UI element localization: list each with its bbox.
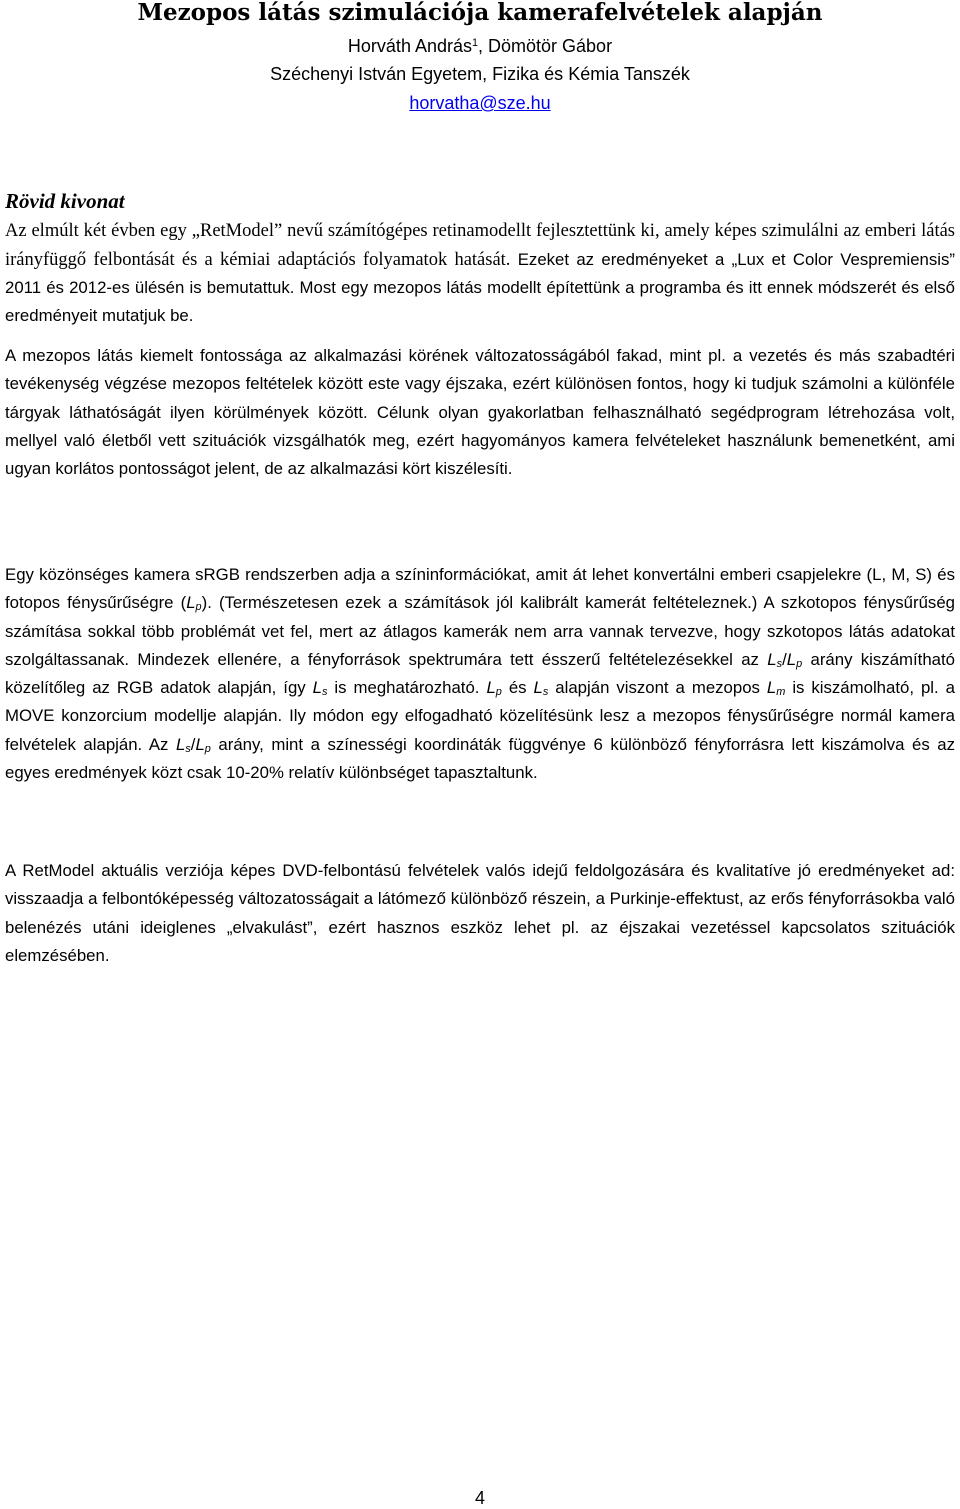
p3-text-7: is kiszámolható, pl. a MOVE konzorcium modellje alapján. Ily módon egy elfogadható közelítésünk lesz a mezopos fénysűrűségre normál kamera felvételek alapján. Az	[5, 678, 955, 754]
email-link[interactable]: horvatha@sze.hu	[409, 93, 551, 113]
abstract-paragraph-3	[5, 561, 955, 787]
p3-text-6: alapján viszont a mezopos	[548, 678, 767, 698]
abstract-paragraph-1	[5, 217, 955, 331]
author-line	[0, 35, 960, 57]
var-Lp-2: $L_p$	[786, 649, 803, 671]
p3-text-1: Egy közönséges kamera sRGB rendszerben adja a színinformációkat, amit át lehet konvertálni emberi csapjelekre (L, M, S) és fotopos fénysűrűségre (	[5, 565, 955, 613]
p3-text-8: arány, mint a színességi koordináták függvénye 6 különböző fényforrásra lett kiszámolva és az egyes eredmények közt csak 10-20% relatív különbséget tapasztaltunk.	[5, 734, 956, 783]
var-Lm: $L_m$	[766, 678, 786, 699]
var-Lp-3: $L_p$	[486, 678, 502, 699]
var-Ls-3: $L_s$	[533, 678, 549, 699]
p3-text-4: is meghatározható.	[327, 678, 487, 698]
abstract-heading: Rövid kivonat	[5, 189, 125, 213]
paragraph-1-serif-part: Az elmúlt két évben egy „RetModel” nevű számítógépes retinamodellt fejlesztettünk ki, amely képes szimulálni az emberi látás irányfüggő felbontását és a kémiai adaptációs folyamatok hatását.	[5, 221, 955, 270]
email-line	[0, 92, 960, 114]
var-Ls-2: $L_s$	[312, 678, 328, 699]
affiliation: Széchenyi István Egyetem, Fizika és Kémia Tanszék	[270, 64, 690, 84]
abstract-paragraph-4: A RetModel aktuális verziója képes DVD-felbontású felvételek valós idejű feldolgozására és kvalitatíve jó eredményeket ad: visszaadja a felbontóképesség változatosságait a látómező különböző részein, a Purkinje-effektust, az erős fényforrásokba való belenézés utáni ideiglenes „elvakulást”, ezért hasznos eszköz lehet pl. az éjszakai vezetéssel kapcsolatos szituációk elemzésében.	[5, 861, 955, 965]
p3-text-5: és	[501, 678, 534, 698]
var-Lp-1: $L_p$	[186, 593, 202, 614]
var-Ls-4: $L_s$	[175, 734, 191, 755]
p3-text-2: ). (Természetesen ezek a számítások jól kalibrált kamerát feltételeznek.) A szkotopos fénysűrűség számítása sokkal több problémát vet fel, mert az átlagos kamerák nem arra vannak tervezve, hogy szkotopos látás adatokat szolgáltassanak. Mindezek ellenére, a fényforrások spektrumára tett ésszerű feltételezésekkel az	[5, 593, 955, 669]
paragraph-1-sans-part: Ezeket az eredményeket a „Lux et Color Vespremiensis” 2011 és 2012-es ülésén is bemutattuk. Most egy mezopos látás modellt építettünk a programba és itt ennek módszerét és első eredményeit mutatjuk be.	[5, 249, 955, 326]
author-affiliation-mark: 1	[472, 37, 479, 50]
abstract-paragraph-2: A mezopos látás kiemelt fontossága az alkalmazási körének változatosságából fakad, mint pl. a vezetés és más szabadtéri tevékenység végzése mezopos feltételek között este vagy éjszaka, ezért különösen fontos, hogy ki tudjuk számolni a különféle tárgyak láthatóságát ilyen körülmények között. Célunk olyan gyakorlatban felhasználható segédprogram létrehozása volt, mellyel való életből vett szituációk vizsgálhatók meg, ezért hagyományos kamera felvételeket használunk bemenetként, ami ugyan korlátos pontosságot jelent, de az alkalmazási kört kiszélesíti.	[5, 346, 955, 479]
var-Ls-1: $L_s$	[767, 649, 783, 671]
author-rest: , Dömötör Gábor	[478, 36, 613, 56]
page-number: 4	[474, 1488, 485, 1508]
p3-slash-1: /	[782, 649, 787, 669]
p3-text-3: arány kiszámítható közelítőleg az RGB adatok alapján, így	[5, 649, 955, 698]
p3-slash-2: /	[190, 734, 196, 754]
paper-title: Mezopos látás szimulációja kamerafelvételek alapján	[137, 0, 823, 26]
author-first: Horváth András	[347, 36, 472, 56]
var-Lp-4: $L_p$	[195, 734, 211, 755]
